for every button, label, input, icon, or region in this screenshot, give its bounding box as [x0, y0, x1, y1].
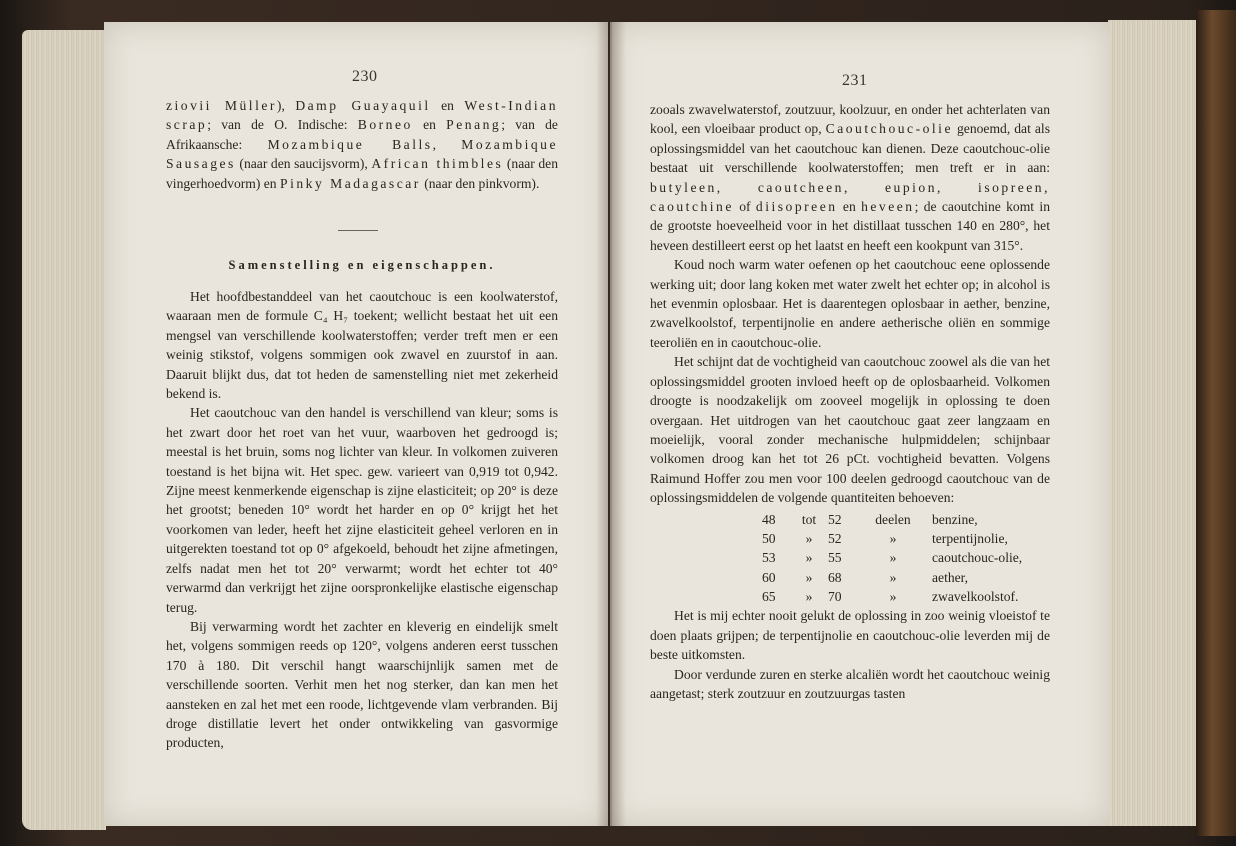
quantity-row: [762, 587, 1050, 606]
right-page-number: 231: [842, 72, 868, 89]
paragraph: [650, 100, 1050, 255]
spaced-term: West-Indian scrap: [166, 98, 558, 133]
right-body-text: [650, 100, 1050, 704]
quantity-what: terpentijnolie,: [932, 530, 1008, 546]
quantity-what: aether,: [932, 569, 969, 585]
text-run: en: [412, 117, 447, 133]
text-run: ),: [276, 98, 296, 113]
paragraph: Bij verwarming wordt het zachter en kleverig en eindelijk smelt het, volgens sommigen reeds op 120°, volgens anderen eerst tusschen 170 à 180. Dit verschil hangt waarschijnlijk samen met de verschillende soorten. Verhit men het nog sterker, dan kan men het aansteken en zal het met een roode, lichtgevende vlam verbranden. Bij droge distillatie levert het onder ontwikkeling van gasvormige producten,: [166, 618, 558, 751]
quantity-unit: »: [889, 550, 897, 566]
quantity-row: [762, 568, 1050, 587]
spaced-term: heveen: [861, 199, 915, 215]
spaced-term: Borneo: [357, 117, 413, 133]
spaced-term: Pinky Madagascar: [280, 175, 421, 191]
quantity-sep: »: [805, 550, 813, 566]
quantity-from: 50: [762, 530, 776, 546]
spaced-term: Mozambique Sausages: [166, 136, 559, 172]
text-run: (naar den vingerhoedvorm) en: [166, 156, 558, 191]
quantity-sep: »: [805, 589, 813, 605]
quantity-to: 55: [828, 550, 842, 566]
section-divider: [338, 230, 378, 231]
quantity-from: 48: [762, 511, 776, 527]
quantity-what: benzine,: [932, 511, 978, 527]
paragraph: Het caoutchouc van den handel is verschillend van kleur; soms is het zwart door het roet van het vuur, waarboven het gedroogd is; meestal is het bruin, soms nog lichter van kleur. In volkomen zuiveren toestand is het bijna wit. Het spec. gew. varieert van 0,919 tot 0,942. Zijne meest kenmerkende eigenschap is zijne elasticiteit; op 20° is deze het grootst; beneden 10° wordt het harder en op 0° krijgt het het voorkomen van leder, heeft het zijne elasticiteit geheel verloren en in uitgerekten toestand tot op 0° afgekoeld, behoudt het zijne afmetingen, zelfs nadat men het tot 20° verwarmt; wordt het echter tot 40° verwarmd dan verkrijgt het zijne oorspronkelijke elastische eigenschap terug.: [166, 405, 558, 615]
paragraph: Door verdunde zuren en sterke alcaliën wordt het caoutchouc weinig aangetast; sterk zoutzuur en zoutzuurgas tasten: [650, 666, 1050, 702]
quantity-to: 70: [828, 589, 842, 605]
spaced-term: Caoutchouc-olie: [825, 121, 953, 137]
spaced-term: African thimbles: [371, 156, 504, 172]
quantity-to: 52: [828, 530, 842, 546]
quantity-from: 65: [762, 589, 776, 605]
quantity-row: [762, 548, 1050, 567]
quantity-from: 53: [762, 550, 776, 566]
left-page-edges: [22, 30, 106, 830]
left-intro-text: [166, 96, 558, 193]
quantity-to: 68: [828, 569, 842, 585]
left-page: [104, 22, 608, 826]
leather-cover: [1196, 10, 1236, 836]
quantity-sep: »: [805, 530, 813, 546]
paragraph: Het schijnt dat de vochtigheid van caoutchouc zoowel als die van het oplossingsmiddel grooten invloed heeft op de oplosbaarheid. Volkomen droogte is noodzakelijk om zooveel mogelijk in oplossing te doen overgaan. Het uitdrogen van het caoutchouc gaat zeer langzaam en moeielijk, vooral zonder mechanische hulpmiddelen; schijnbaar volkomen droog kan het tot 26 pCt. vochtigheid bevatten. Volgens Raimund Hoffer zou men voor 100 deelen gedroogd caoutchouc van de oplossingsmiddelen de volgende quantiteiten behoeven:: [650, 354, 1050, 506]
text-run: (naar den saucijsvorm),: [235, 156, 372, 172]
quantity-unit: »: [889, 530, 897, 546]
spaced-term: Mozambique Balls: [267, 136, 433, 152]
quantity-unit: »: [889, 589, 897, 605]
paragraph: [166, 96, 558, 193]
quantity-unit: »: [889, 569, 897, 585]
spaced-term: diisopreen: [755, 199, 838, 215]
book-gutter: [596, 22, 626, 826]
quantity-sep: »: [805, 569, 813, 585]
quantity-unit: deelen: [875, 511, 911, 527]
text-run: en: [430, 98, 465, 113]
paragraph: Het is mij echter nooit gelukt de oplossing in zoo weinig vloeistof te doen plaats grijpen; de terpentijnolie en caoutchouc-olie leverden mij de beste uitkomsten.: [650, 608, 1050, 663]
quantity-row: [762, 510, 1050, 529]
left-page-number: 230: [352, 68, 378, 85]
left-body-text: [166, 287, 558, 753]
quantity-what: caoutchouc-olie,: [932, 550, 1023, 566]
spaced-term: ziovii Müller: [166, 98, 277, 113]
spaced-term: Damp Guayaquil: [295, 98, 431, 113]
spaced-term: butyleen, caoutcheen, eupion, isopreen, caoutchine: [650, 179, 1050, 215]
text-run: genoemd, dat als oplossingsmiddel van het caoutchouc kan dienen. Deze caoutchouc-olie bestaat uit verschillende koolwaterstoffen; men treft er in aan:: [650, 121, 1050, 176]
quantity-sep: tot: [801, 511, 817, 527]
text-run: of: [733, 199, 756, 215]
text-run: (naar den pinkvorm).: [420, 175, 540, 191]
text-run: ; van de Afrikaansche:: [166, 117, 558, 152]
quantity-row: [762, 529, 1050, 548]
text-run: zooals zwavelwaterstof, zoutzuur, koolzuur, en onder het achterlaten van kool, een vloeibaar product op,: [650, 102, 1050, 137]
section-heading: Samenstelling en eigenschappen.: [228, 258, 496, 272]
text-run: ; de caoutchine komt in de grootste hoeveelheid voor in het distillaat tusschen 140 en 280°, het heveen destilleert eerst op het laatst en heeft een kookpunt van 315°.: [650, 199, 1050, 253]
paragraph: Koud noch warm water oefenen op het caoutchouc eene oplossende werking uit; door lang koken met water zwelt het echter op; in alcohol is het evenmin oplosbaar. Het is daarentegen oplosbaar in aether, benzine, zwavelkoolstof, terpentijnolie en andere aetherische oliën en sommige teeroliën en in caoutchouc-olie.: [650, 257, 1050, 350]
quantity-to: 52: [828, 511, 842, 527]
right-page: [610, 22, 1110, 826]
paragraph: Het hoofdbestanddeel van het caoutchouc is een koolwaterstof, waaraan men de formule C₄ H₇ toekent; wellicht bestaat het uit een mengsel van verschillende koolwaterstoffen; verder treft men er een weinig stikstof, volgens sommigen ook zwavel en zuurstof in aan. Daaruit blijkt dus, dat tot heden de samenstelling niet met zekerheid bekend is.: [166, 289, 558, 402]
quantity-from: 60: [762, 569, 776, 585]
text-run: ; van de O. Indische:: [207, 117, 358, 133]
text-run: en: [837, 199, 862, 215]
text-run: ,: [432, 136, 462, 152]
solvent-quantities-list: [650, 510, 1050, 607]
quantity-what: zwavelkoolstof.: [932, 589, 1019, 605]
spaced-term: Penang: [446, 117, 502, 133]
